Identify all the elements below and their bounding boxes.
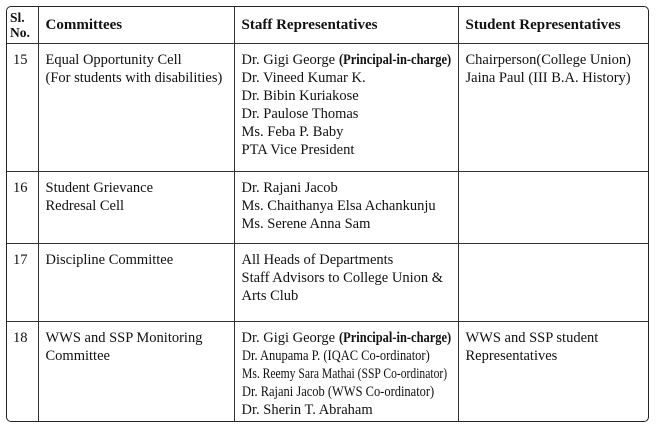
student-member: Jaina Paul (III B.A. History) [465, 70, 631, 86]
staff-member [242, 347, 452, 365]
student-cell [458, 172, 648, 244]
committee-line: Committee [45, 348, 110, 364]
committee-line: Equal Opportunity Cell [45, 52, 182, 68]
row-number: 16 [7, 172, 38, 244]
staff-member [242, 383, 452, 401]
committee-table-frame [6, 6, 649, 422]
staff-name: Dr. Gigi George [241, 330, 339, 346]
student-member: Representatives [465, 348, 558, 364]
staff-member: Dr. Rajani Jacob [241, 180, 338, 196]
committee-table [7, 7, 648, 422]
staff-member: Ms. Feba P. Baby [241, 124, 344, 140]
staff-member: Dr. Vineed Kumar K. [241, 70, 366, 86]
committee-cell [38, 244, 234, 322]
table-row [7, 44, 648, 172]
committee-line: WWS and SSP Monitoring [45, 330, 203, 346]
header-slno-line1: Sl. [10, 10, 25, 25]
student-member: Chairperson(College Union) [465, 52, 632, 68]
staff-member [242, 365, 452, 383]
staff-member: Dr. Paulose Thomas [241, 106, 359, 122]
staff-member: Arts Club [241, 288, 299, 304]
table-header-row [7, 7, 648, 44]
staff-member: Staff Advisors to College Union & [241, 270, 444, 286]
committee-cell [38, 44, 234, 172]
staff-cell [234, 322, 458, 423]
staff-member [242, 51, 452, 69]
header-student-representatives: Student Representatives [458, 7, 648, 44]
committee-cell [38, 322, 234, 423]
student-cell [458, 244, 648, 322]
staff-member: All Heads of Departments [241, 252, 394, 268]
header-slno [7, 7, 38, 44]
committee-line: Discipline Committee [45, 252, 174, 268]
staff-role-note: (Principal-in-charge) [338, 52, 451, 68]
row-number: 17 [7, 244, 38, 322]
table-row [7, 244, 648, 322]
table-row [7, 322, 648, 423]
student-member: WWS and SSP student [465, 330, 599, 346]
committee-line: Redresal Cell [45, 198, 125, 214]
staff-member: PTA Vice President [241, 142, 355, 158]
header-committees: Committees [38, 7, 234, 44]
row-number: 18 [7, 322, 38, 423]
staff-cell [234, 244, 458, 322]
staff-cell [234, 172, 458, 244]
staff-member: Ms. Chaithanya Elsa Achankunju [241, 198, 436, 214]
staff-name: Dr. Gigi George [241, 52, 339, 68]
student-cell [458, 44, 648, 172]
staff-cell [234, 44, 458, 172]
committee-line: (For students with disabilities) [45, 70, 223, 86]
header-slno-line2: No. [10, 25, 30, 40]
staff-name: Dr. Rajani Jacob (WWS Co-ordinator) [241, 384, 434, 400]
header-staff-representatives: Staff Representatives [234, 7, 458, 44]
row-number: 15 [7, 44, 38, 172]
committee-cell [38, 172, 234, 244]
committee-line: Student Grievance [45, 180, 154, 196]
staff-name: Ms. Reemy Sara Mathai (SSP Co-ordinator) [241, 366, 447, 382]
student-cell [458, 322, 648, 423]
staff-member: Dr. Sherin T. Abraham [241, 402, 373, 418]
staff-member [242, 329, 452, 347]
staff-member: Dr. Bibin Kuriakose [241, 88, 359, 104]
staff-name: Dr. Anupama P. (IQAC Co-ordinator) [241, 348, 430, 364]
staff-member: Ms. Serene Anna Sam [241, 216, 371, 232]
table-row [7, 172, 648, 244]
staff-role-note: (Principal-in-charge) [338, 330, 451, 346]
